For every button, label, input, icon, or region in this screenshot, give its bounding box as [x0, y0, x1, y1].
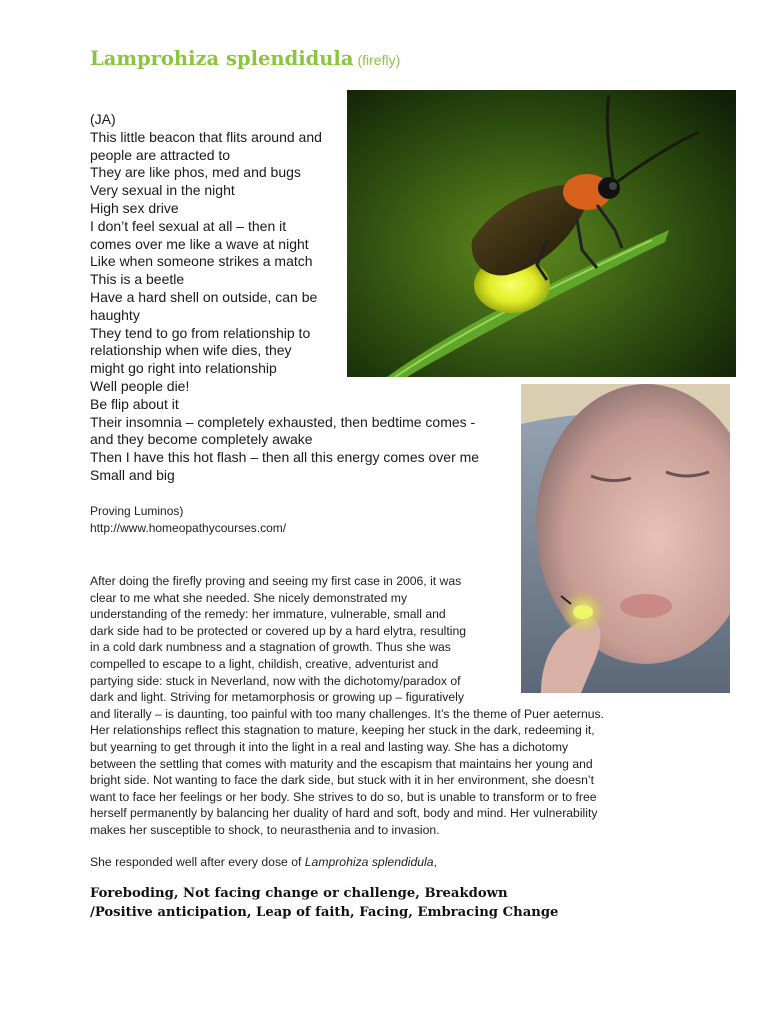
note-line: Their insomnia – completely exhausted, then bedtime comes -: [90, 413, 476, 430]
paragraph-line: compelled to escape to a light, childish, creative, adventurist and: [90, 656, 439, 671]
note-line: Small and big: [90, 466, 175, 483]
note-line: High sex drive: [90, 199, 179, 216]
page-subtitle: (firefly): [357, 52, 401, 68]
source-label: Proving Luminos): [90, 504, 184, 518]
paragraph-line: in a cold dark numbness and a stagnation of growth. Thus she was: [90, 640, 451, 655]
keywords-line: Foreboding, Not facing change or challenge, Breakdown: [90, 886, 508, 901]
note-line: and they become completely awake: [90, 431, 313, 448]
page-title: Lamprohiza splendidula: [90, 47, 354, 70]
note-line: (JA): [90, 111, 116, 127]
paragraph-line: but yearning to get through it into the light in a real and lasting way. She has a dichotomy: [90, 739, 569, 754]
keywords-block: [90, 884, 558, 922]
paragraph-line: and literally – is daunting, too painful with too many challenges. It’s the theme of Puer aeternus.: [90, 706, 604, 721]
paragraph-line: Her relationships reflect this stagnation to mature, keeping her stuck in the dark, redeeming it,: [90, 723, 595, 738]
note-line: Like when someone strikes a match: [90, 253, 313, 270]
note-line: relationship when wife dies, they: [90, 342, 292, 359]
source-link[interactable]: http://www.homeopathycourses.com/: [90, 521, 287, 535]
note-line: comes over me like a wave at night: [90, 235, 309, 252]
paragraph-line: clear to me what she needed. She nicely demonstrated my: [90, 590, 408, 605]
note-line: haughty: [90, 306, 140, 323]
child-with-firefly-photo: [521, 384, 730, 693]
response-suffix: ,: [433, 855, 437, 869]
paragraph-line: understanding of the remedy: her immature, vulnerable, small and: [90, 607, 446, 622]
response-prefix: She responded well after every dose of: [90, 855, 305, 869]
paragraph-line: dark side had to be protected or covered up by a hard elytra, resulting: [90, 623, 467, 638]
note-line: Then I have this hot flash – then all this energy comes over me: [90, 449, 480, 466]
note-line: Have a hard shell on outside, can be: [90, 288, 318, 305]
response-remedy: Lamprohiza splendidula: [304, 855, 434, 869]
paragraph-line: bright side. Not wanting to face the dark side, but stuck with it in her environment, she doesn’t: [90, 773, 595, 788]
paragraph-line: want to face her feelings or her body. She strives to do so, but is unable to transform or to free: [90, 789, 597, 804]
paragraph-line: makes her susceptible to shock, to neurasthenia and to invasion.: [90, 822, 440, 837]
note-line: I don’t feel sexual at all – then it: [90, 217, 287, 234]
note-line: Well people die!: [90, 377, 190, 394]
paragraph-line: dark and light. Striving for metamorphosis or growing up – figuratively: [90, 690, 464, 705]
paragraph-line: herself permanently by balancing her duality of hard and soft, body and mind. Her vulnerability: [90, 806, 598, 821]
note-line: might go right into relationship: [90, 360, 277, 377]
note-line: This is a beetle: [90, 271, 185, 288]
paragraph-line: After doing the firefly proving and seeing my first case in 2006, it was: [90, 574, 462, 588]
keywords-line: /Positive anticipation, Leap of faith, Facing, Embracing Change: [90, 905, 559, 920]
note-line: They tend to go from relationship to: [90, 324, 311, 341]
firefly-photo: [347, 90, 736, 377]
note-line: They are like phos, med and bugs: [90, 164, 301, 181]
note-line: people are attracted to: [90, 146, 231, 163]
paragraph-line: partying side: stuck in Neverland, now with the dichotomy/paradox of: [90, 673, 461, 688]
note-line: This little beacon that flits around and: [90, 128, 322, 145]
title-line: [90, 47, 400, 70]
response-line: [90, 854, 690, 871]
paragraph-line: between the settling that comes with maturity and the escapism that maintains her young and: [90, 756, 593, 771]
source-block: [90, 503, 286, 537]
note-line: Be flip about it: [90, 395, 179, 412]
note-line: Very sexual in the night: [90, 182, 235, 199]
